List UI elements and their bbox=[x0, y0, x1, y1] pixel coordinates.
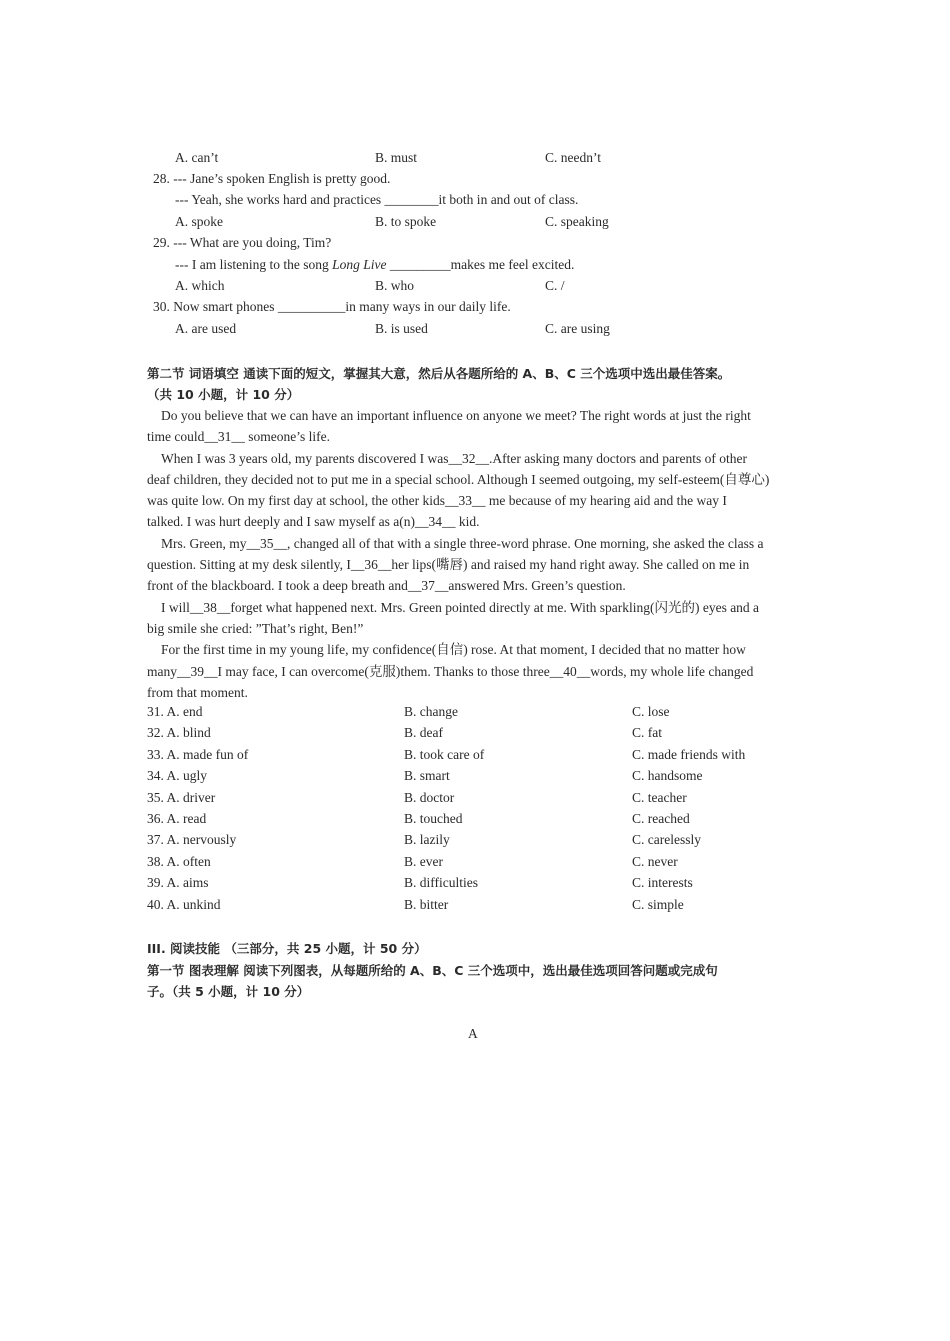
option-c: C. simple bbox=[632, 896, 684, 912]
option-row bbox=[147, 704, 807, 725]
option-b: B. bitter bbox=[404, 896, 449, 912]
option-c: C. teacher bbox=[632, 789, 687, 805]
section3-sub-heading-cont: 子。（共 5 小题，计 10 分） bbox=[147, 984, 310, 999]
passage-p3-line: Mrs. Green, my__35__, changed all of that with a single three-word phrase. One morning, she asked the class a bbox=[161, 535, 764, 551]
option-b: B. took care of bbox=[404, 746, 485, 762]
q29-line2-post: _________makes me feel excited. bbox=[386, 257, 575, 272]
section2-heading: 第二节 词语填空 通读下面的短文，掌握其大意，然后从各题所给的 A、B、C 三个选项中选出最佳答案。 bbox=[147, 366, 731, 381]
passage-p2-line: When I was 3 years old, my parents discovered I was__32__.After asking many doctors and parents of other bbox=[161, 450, 747, 466]
passage-letter: A bbox=[468, 1026, 478, 1041]
option-row bbox=[147, 768, 807, 789]
q30-option-b: B. is used bbox=[375, 321, 428, 336]
passage-p5-line: from that moment. bbox=[147, 684, 248, 700]
option-a: 36. A. read bbox=[147, 810, 207, 826]
passage-p2-line: talked. I was hurt deeply and I saw myself as a(n)__34__ kid. bbox=[147, 514, 480, 530]
q29-line2 bbox=[175, 257, 574, 273]
option-a: 38. A. often bbox=[147, 853, 211, 869]
option-a: 37. A. nervously bbox=[147, 832, 237, 848]
option-c: C. reached bbox=[632, 810, 690, 826]
q29-line1: 29. --- What are you doing, Tim? bbox=[153, 235, 332, 250]
option-a: 31. A. end bbox=[147, 704, 203, 719]
option-b: B. deaf bbox=[404, 725, 443, 741]
option-c: C. interests bbox=[632, 875, 693, 891]
option-c: C. made friends with bbox=[632, 746, 746, 762]
passage-p1-line: Do you believe that we can have an important influence on anyone we meet? The right words at just the right bbox=[161, 408, 751, 423]
option-b: B. smart bbox=[404, 768, 450, 784]
option-a: 32. A. blind bbox=[147, 725, 211, 741]
option-b: B. doctor bbox=[404, 789, 455, 805]
q29-option-c: C. / bbox=[545, 278, 565, 293]
q29-song-title: Long Live bbox=[332, 257, 387, 272]
option-row bbox=[147, 832, 807, 853]
option-a: 35. A. driver bbox=[147, 789, 216, 805]
q29-option-b: B. who bbox=[375, 278, 415, 293]
option-row bbox=[147, 897, 807, 918]
option-a: 33. A. made fun of bbox=[147, 746, 249, 762]
q30-option-c: C. are using bbox=[545, 321, 610, 336]
option-row bbox=[147, 875, 807, 896]
option-a: 34. A. ugly bbox=[147, 768, 208, 784]
passage-p2-line: was quite low. On my first day at school, the other kids__33__ me because of my hearing aid and the way I bbox=[147, 493, 727, 509]
q30-option-a: A. are used bbox=[175, 321, 237, 336]
passage-p1-line: time could__31__ someone’s life. bbox=[147, 429, 330, 445]
option-row bbox=[147, 854, 807, 875]
q27-option-a: A. can’t bbox=[175, 150, 219, 165]
q28-option-c: C. speaking bbox=[545, 214, 609, 229]
passage-p5-line: many__39__I may face, I can overcome(克服)them. Thanks to those three__40__words, my whole life changed bbox=[147, 663, 754, 679]
option-row bbox=[147, 811, 807, 832]
q29-option-a: A. which bbox=[175, 278, 225, 293]
q29-line2-pre: --- I am listening to the song bbox=[175, 257, 333, 272]
q28-line2: --- Yeah, she works hard and practices ________it both in and out of class. bbox=[175, 192, 579, 207]
option-a: 40. A. unkind bbox=[147, 896, 221, 912]
section3-heading: III. 阅读技能 （三部分，共 25 小题，计 50 分） bbox=[147, 941, 427, 956]
passage-p2-line: deaf children, they decided not to put me in a special school. Although I seemed outgoing, my self-esteem(自尊心) bbox=[147, 471, 770, 487]
option-row bbox=[147, 725, 807, 746]
option-row bbox=[147, 790, 807, 811]
q27-option-b: B. must bbox=[375, 150, 418, 165]
q27-option-c: C. needn’t bbox=[545, 150, 601, 165]
option-b: B. touched bbox=[404, 810, 463, 826]
option-a: 39. A. aims bbox=[147, 875, 209, 891]
cloze-options bbox=[147, 704, 807, 918]
option-b: B. ever bbox=[404, 853, 443, 869]
passage-p3-line: question. Sitting at my desk silently, I__36__her lips(嘴唇) and raised my hand right away. She called on me in bbox=[147, 557, 750, 573]
option-b: B. difficulties bbox=[404, 875, 478, 891]
option-c: C. handsome bbox=[632, 768, 703, 784]
option-row bbox=[147, 747, 807, 768]
passage-p4-line: big smile she cried: ”That’s right, Ben!” bbox=[147, 620, 364, 636]
option-c: C. carelessly bbox=[632, 832, 701, 848]
passage-p3-line: front of the blackboard. I took a deep breath and__37__answered Mrs. Green’s question. bbox=[147, 578, 626, 594]
section2-heading-cont: （共 10 小题，计 10 分） bbox=[147, 387, 300, 402]
passage-p5-line: For the first time in my young life, my confidence(自信) rose. At that moment, I decided that no matter how bbox=[161, 642, 746, 658]
q28-line1: 28. --- Jane’s spoken English is pretty good. bbox=[153, 171, 391, 186]
q30-line1: 30. Now smart phones __________in many ways in our daily life. bbox=[153, 299, 511, 314]
q28-option-b: B. to spoke bbox=[375, 214, 437, 229]
section3-sub-heading: 第一节 图表理解 阅读下列图表，从每题所给的 A、B、C 三个选项中，选出最佳选项回答问题或完成句 bbox=[147, 963, 718, 978]
cloze-passage bbox=[147, 405, 804, 703]
option-c: C. lose bbox=[632, 704, 670, 719]
option-b: B. lazily bbox=[404, 832, 450, 848]
option-c: C. fat bbox=[632, 725, 662, 741]
option-b: B. change bbox=[404, 704, 458, 719]
option-c: C. never bbox=[632, 853, 678, 869]
passage-p4-line: I will__38__forget what happened next. Mrs. Green pointed directly at me. With sparkling(闪光的) eyes and a bbox=[161, 599, 760, 615]
q28-option-a: A. spoke bbox=[175, 214, 223, 229]
